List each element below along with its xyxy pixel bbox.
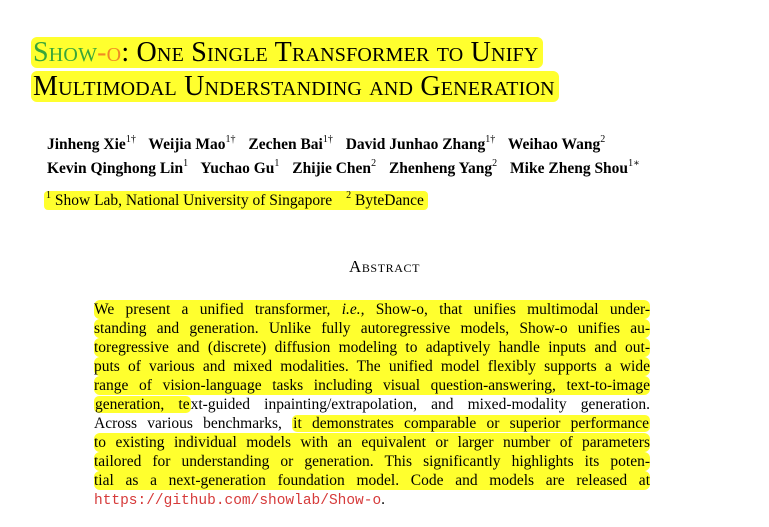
abstract-line: https://github.com/showlab/Show-o. — [94, 491, 386, 509]
abstract-line: toregressive and (discrete) diffusion modeling to adaptively handle inputs and out- — [94, 339, 650, 356]
abstract-line: We present a unified transformer, i.e., Show-o, that unifies multimodal under- — [94, 301, 650, 318]
author: Weijia Mao$^{1\dagger}$ — [148, 134, 236, 154]
author: Zechen Bai$^{1\dagger}$ — [248, 134, 333, 154]
author-list — [47, 131, 649, 179]
title-show-orange: -o — [97, 37, 122, 68]
abstract-line: Across various benchmarks, it demonstrates comparable or superior performance — [94, 415, 649, 432]
title-show-green-2: how — [48, 37, 98, 68]
abstract-body — [94, 300, 650, 509]
author: Zhijie Chen$^2$ — [292, 158, 377, 178]
author: Yuchao Gu$^1$ — [200, 158, 280, 178]
abstract-line: tial as a next-generation foundation model. Code and models are released at — [94, 472, 650, 489]
title-line2-text: Multimodal Understanding and Generation — [31, 71, 559, 102]
title-show-green: S — [33, 37, 49, 68]
author: Weihao Wang$^2$ — [507, 134, 606, 154]
author: Jinheng Xie$^{1\dagger}$ — [47, 134, 136, 154]
title-line1-rest: : One Single Transformer to Unify — [121, 37, 539, 68]
author: Mike Zheng Shou$^{1∗}$ — [510, 158, 640, 178]
affiliation: $^1$ Show Lab, National University of Singapore — [46, 190, 333, 210]
abstract-line: to existing individual models with an equivalent or larger number of parameters — [94, 434, 650, 451]
author: Zhenheng Yang$^2$ — [388, 158, 498, 178]
author-row-1 — [47, 131, 649, 155]
affiliations — [44, 187, 428, 211]
code-link[interactable]: https://github.com/showlab/Show-o — [94, 493, 382, 509]
abstract-line: range of vision-language tasks including visual question-answering, text-to-image — [94, 377, 650, 394]
abstract-line: tailored for understanding or generation. This significantly highlights its poten- — [94, 453, 650, 470]
author-row-2 — [47, 155, 649, 179]
abstract-line: puts of various and mixed modalities. The unified model flexibly supports a wide — [94, 358, 650, 375]
abstract-line: standing and generation. Unlike fully autoregressive models, Show-o unifies au- — [94, 320, 650, 337]
author: David Junhao Zhang$^{1\dagger}$ — [345, 134, 496, 154]
abstract-line: generation, text-guided inpainting/extrapolation, and mixed-modality generation. — [95, 396, 650, 413]
title-line-2 — [31, 70, 751, 104]
author: Kevin Qinghong Lin$^1$ — [47, 158, 189, 178]
title-line-1 — [31, 36, 751, 70]
paper-title — [31, 36, 751, 104]
abstract-heading: Abstract — [348, 257, 421, 276]
affiliation: $^2$ ByteDance — [346, 190, 424, 210]
